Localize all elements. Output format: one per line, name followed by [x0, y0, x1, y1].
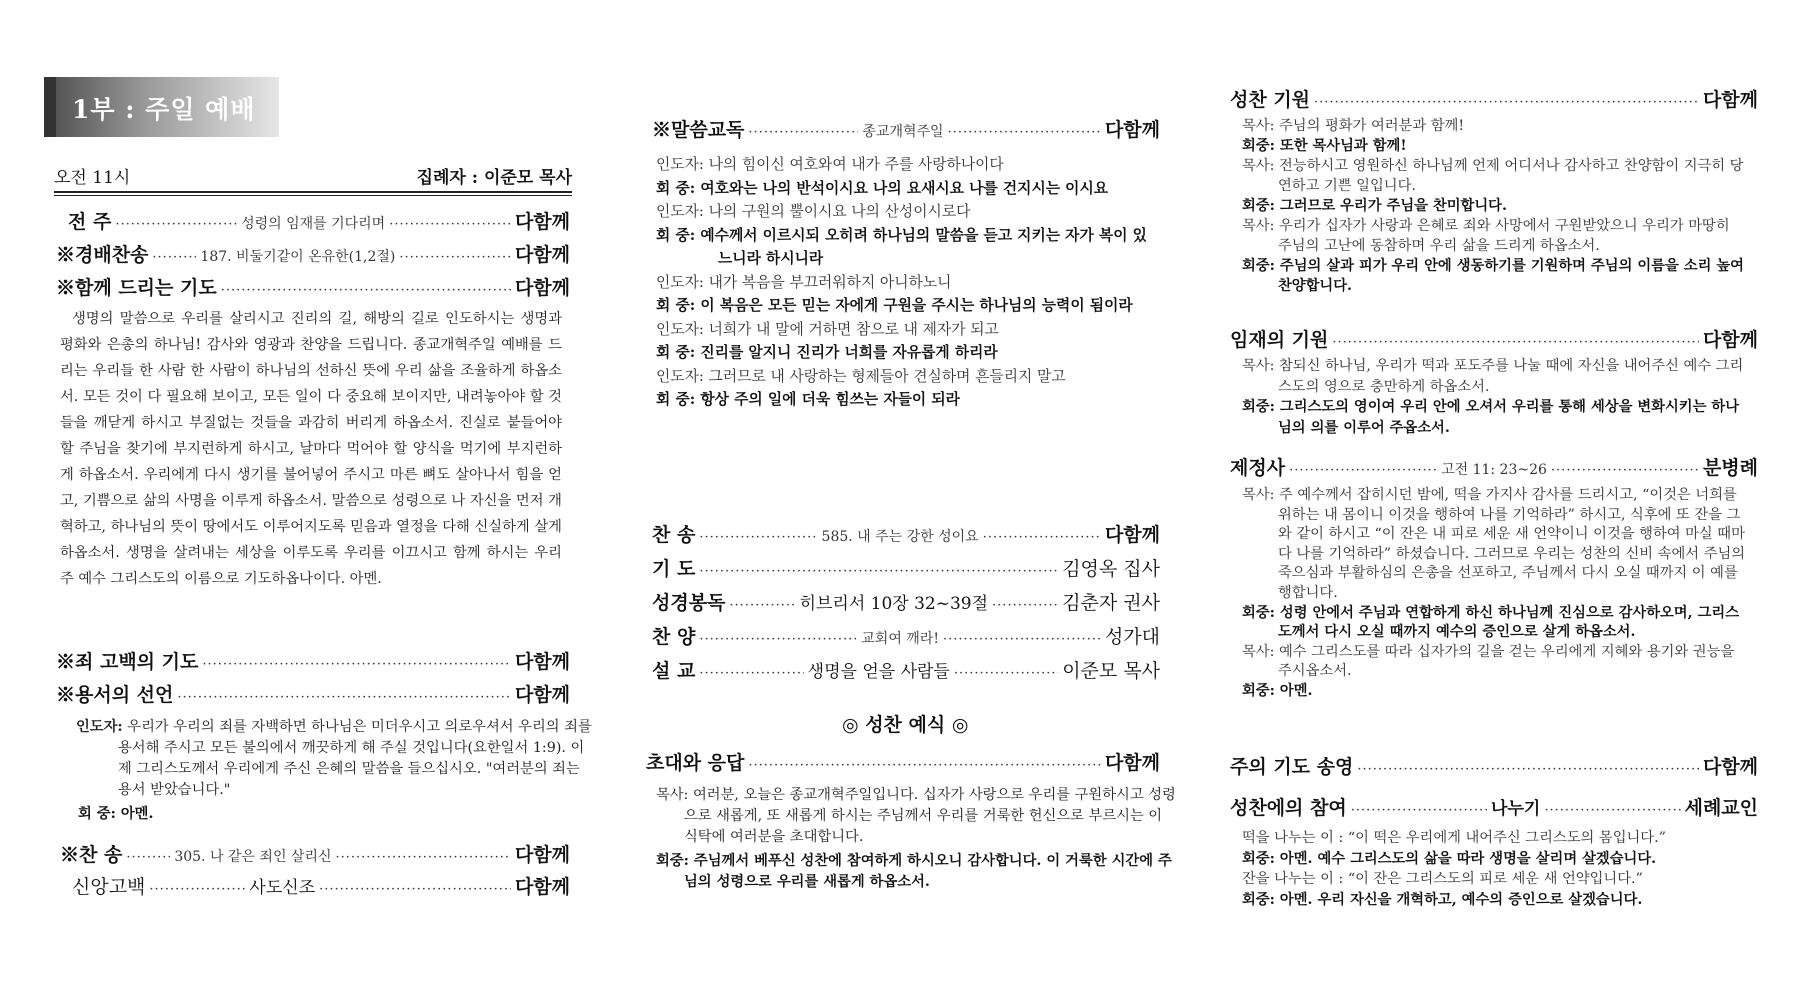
order-detail: 교회여 깨라! [861, 631, 939, 647]
reading-line [656, 271, 1158, 295]
leader-dots [699, 632, 857, 647]
order-label: ※함께 드리는 기도 [56, 277, 217, 299]
invite-response [656, 851, 1178, 893]
order-responsible: 다함께 [514, 651, 570, 673]
speaker-label: 목사: [1242, 218, 1275, 234]
speaker-label: 회중: [1242, 604, 1275, 621]
header-rule-thin [54, 195, 572, 196]
speaker-text: 예수께서 이르시되 오히려 하나님의 말씀을 듣고 지키는 자가 복이 있느니라 하시니라 [700, 226, 1147, 267]
section-responsible: 다함께 [1702, 329, 1758, 351]
section-responsible: 분병례 [1702, 457, 1758, 479]
sacrament-title: ◎ 성찬 예식 ◎ [842, 714, 969, 736]
order-responsible: 다함께 [514, 277, 570, 299]
litany-line [1242, 869, 1748, 890]
speaker-text: 너희가 내 말에 거하면 참으로 내 제자가 되고 [708, 320, 999, 338]
order-label: 성경봉독 [652, 592, 726, 614]
reading-line [656, 224, 1158, 271]
section-detail: 나누기 [1491, 799, 1541, 819]
section-detail: 고전 11: 23~26 [1441, 462, 1547, 478]
order-item [60, 840, 570, 867]
speaker-label: 회중: [1242, 198, 1275, 214]
order-item [652, 588, 1160, 615]
section-responsible: 다함께 [1702, 89, 1758, 111]
leader-dots [1351, 803, 1487, 818]
leader-dots [1314, 95, 1699, 110]
part-title: 1부 : 주일 예배 [72, 95, 256, 124]
order-item [652, 622, 1160, 649]
order-label: ※경배찬송 [56, 244, 149, 266]
leader-dots [948, 125, 1101, 140]
invite-pastor [656, 785, 1178, 848]
order-item [56, 647, 570, 674]
speaker-label: 회중: [656, 853, 689, 869]
leader-dots [729, 598, 795, 613]
leader-dots [992, 598, 1058, 613]
order-detail: 585. 내 주는 강한 성이요 [821, 529, 979, 545]
section-responsible: 다함께 [1702, 756, 1758, 778]
speaker-label: 회중: [1242, 399, 1275, 415]
speaker-label: 인도자: [656, 203, 704, 220]
order-label: 설 교 [652, 660, 696, 682]
section-label: 성찬 기원 [1230, 89, 1311, 111]
speaker-label: 인도자: [656, 156, 704, 173]
reading-line [656, 294, 1158, 318]
section-label: 성찬에의 참여 [1230, 797, 1347, 819]
leader-dots [943, 632, 1101, 647]
litany-line [1242, 256, 1748, 296]
service-time: 오전 11시 [54, 168, 131, 188]
litany-line [1242, 156, 1748, 196]
litany-line [1242, 196, 1748, 216]
section-heading [1230, 793, 1758, 820]
speaker-text: 주님의 평화가 여러분과 함께! [1279, 118, 1465, 134]
order-label: ※찬 송 [60, 844, 123, 866]
speaker-label: 목사: [1242, 158, 1275, 174]
order-item [56, 273, 570, 300]
section-heading [1230, 325, 1758, 352]
speaker-text: 우리가 십자가 사랑과 은혜로 죄와 사망에서 구원받았으니 우리가 마땅히 주님의 고난에 동참하며 우리 삶을 드리게 하옵소서. [1278, 218, 1730, 254]
order-detail: 생명을 얻을 사람들 [807, 662, 950, 682]
litany-line [1242, 682, 1748, 702]
order-responsible: 김영옥 집사 [1062, 558, 1160, 580]
reading-line [656, 341, 1158, 365]
litany-line [1242, 849, 1748, 870]
order-label: ※용서의 선언 [56, 684, 174, 706]
leader-dots [748, 125, 858, 140]
order-detail: 히브리서 10장 32~39절 [799, 594, 989, 614]
order-item [652, 115, 1160, 142]
leader-dots [389, 217, 511, 232]
leader-dots [1357, 762, 1699, 777]
speaker-label: 목사: [1242, 643, 1275, 660]
speaker-text: 성령 안에서 주님과 연합하게 하신 하나님께 진심으로 감사하오며, 그리스도께서 다시 오실 때까지 예수의 증인으로 살게 하옵소서. [1278, 604, 1740, 641]
speaker-label: 인도자: [76, 719, 123, 735]
order-responsible: 다함께 [514, 876, 570, 898]
speaker-text: 참되신 하나님, 우리가 떡과 포도주를 나눌 때에 자신을 내어주신 예수 그리스도의 영으로 충만하게 하옵소서. [1278, 358, 1744, 395]
speaker-text: 아멘. 우리 자신을 개혁하고, 예수의 증인으로 살겠습니다. [1279, 891, 1643, 908]
litany-line [1242, 397, 1748, 438]
order-label: ※말씀교독 [652, 119, 745, 141]
leader-dots [1544, 803, 1680, 818]
order-item [72, 872, 570, 899]
order-responsible: 다함께 [514, 684, 570, 706]
litany-2 [1242, 356, 1748, 438]
speaker-text: 전능하시고 영원하신 하나님께 언제 어디서나 감사하고 찬양함이 지극히 당연하고 기쁜 일입니다. [1278, 158, 1744, 194]
order-detail: 성령의 임재를 기다리며 [241, 216, 386, 232]
litany-line [1242, 890, 1748, 911]
leader-dots [699, 530, 817, 545]
speaker-label: 회 중: [656, 179, 696, 197]
section-label: 제정사 [1230, 457, 1286, 479]
reading-line [656, 388, 1158, 412]
section-label: 임재의 기원 [1230, 329, 1329, 351]
speaker-text: “이 잔은 그리스도의 피로 세운 새 언약입니다.” [1347, 871, 1643, 887]
speaker-text: 그러므로 우리가 주님을 찬미합니다. [1279, 198, 1507, 214]
leader-dots [699, 564, 1058, 579]
speaker-label: 목사: [656, 787, 689, 803]
leader-dots [126, 850, 170, 865]
speaker-text: 그러므로 내 사랑하는 형제들아 견실하며 흔들리지 말고 [708, 367, 1066, 385]
reading-line [656, 177, 1158, 201]
order-item [56, 680, 570, 707]
leader-dots [115, 217, 237, 232]
order-responsible: 다함께 [1104, 119, 1160, 141]
order-detail: 사도신조 [249, 878, 316, 898]
leader-dots [1332, 335, 1699, 350]
order-item [56, 207, 570, 234]
speaker-text: 이 복음은 모든 믿는 자에게 구원을 주시는 하나님의 능력이 됨이라 [700, 297, 1133, 314]
order-item [56, 240, 570, 267]
litany-line [1242, 643, 1748, 682]
speaker-label: 목사: [1242, 487, 1275, 503]
speaker-label: 회중: [1242, 850, 1275, 867]
speaker-text: 주 예수께서 잡히시던 밤에, 떡을 가지사 감사를 드리시고, “이것은 너희를 위하는 내 몸이니 이것을 행하여 나를 기억하라” 하시고, 식후에 또 잔을 그와 같이 하시고 “이 잔은 내 피로 세운 새 언약이니 이것을 행하여 마실 때마다 나를 기억하라” 하셨습니다. 그러므로 우리는 성찬의 신비 속에서 주님의 죽으심과 부활하심의 은총을 선포하고, 주님께서 다시 오실 때까지 이 예를 행합니다. [1278, 487, 1746, 601]
leader-dots [177, 690, 511, 705]
order-responsible: 김춘자 권사 [1062, 592, 1160, 614]
order-responsible: 다함께 [514, 211, 570, 233]
unison-prayer: 생명의 말씀으로 우리를 살리시고 진리의 길, 해방의 길로 인도하시는 생명과 평화와 은총의 하나님! 감사와 영광과 찬양을 드립니다. 종교개혁주일 예배를 드리는 우리들 한 사람 한 사람이 하나님의 선하신 뜻에 우리 삶을 조율하게 하옵소서. 모든 것이 다 필요해 보이고, 모든 일이 다 중요해 보이지만, 내려놓아야 할 것들을 깨닫게 하시고 부질없는 것들을 과감히 버리게 하옵소서. 진실로 붙들어야 할 주님을 찾기에 부지런하게 하시고, 날마다 먹어야 할 양식을 먹기에 부지런하게 하옵소서. 우리에게 다시 생기를 불어넣어 주시고 마른 뼈도 살아나서 힘을 얻고, 기쁨으로 삶의 사명을 이루게 하옵소서. 말씀으로 성령으로 나 자신을 먼저 개혁하고, 하나님의 뜻이 땅에서도 이루어지도록 믿음과 열정을 다해 신실하게 살게 하옵소서. 생명을 살려내는 세상을 이루도록 우리를 이끄시고 함께 하시는 우리 주 예수 그리스도의 이름으로 기도하옵나이다. 아멘. [60, 311, 562, 587]
leader-dots [954, 666, 1058, 681]
leader-dots [319, 882, 511, 897]
order-responsible: 다함께 [514, 244, 570, 266]
speaker-label: 회중: [1242, 682, 1275, 699]
speaker-text: 항상 주의 일에 더욱 힘쓰는 자들이 되라 [700, 391, 960, 408]
speaker-text: 우리가 우리의 죄를 자백하면 하나님은 미더우시고 의로우셔서 우리의 죄를 용서해 주시고 모든 불의에서 깨끗하게 해 주실 것입니다(요한일서 1:9). 이제 그리스도께서 우리에게 주신 은혜의 말씀을 들으십시오. "여러분의 죄는 용서 받았습니다." [118, 719, 592, 798]
order-label: 신앙고백 [72, 876, 146, 898]
pardon-response: 회 중: 아멘. [78, 806, 154, 822]
order-responsible: 이준모 목사 [1062, 660, 1161, 682]
litany-3 [1242, 486, 1748, 702]
leader-dots [399, 250, 511, 265]
speaker-text: 나의 구원의 뿔이시요 나의 산성이시로다 [708, 203, 971, 220]
order-label: 찬 송 [652, 524, 696, 546]
leader-dots [202, 657, 511, 672]
litany-line [1242, 216, 1748, 256]
speaker-text: 주님의 살과 피가 우리 안에 생동하기를 기원하며 주님의 이름을 소리 높여 찬양합니다. [1278, 258, 1744, 294]
litany-line [1242, 136, 1748, 156]
part-title-box [44, 77, 279, 137]
leader-dots [1551, 463, 1699, 478]
section-label: 주의 기도 송영 [1230, 756, 1354, 778]
litany-line [1242, 486, 1748, 604]
speaker-text: 여러분, 오늘은 종교개혁주일입니다. 십자가 사랑으로 우리를 구원하시고 성령으로 새롭게, 또 새롭게 하시는 주님께서 우리를 거룩한 헌신으로 부르시는 이 식탁에 여러분을 초대합니다. [684, 787, 1176, 845]
leader-name: 집례자 : 이준모 목사 [416, 168, 572, 188]
leader-dots [748, 758, 1101, 773]
litany-1 [1242, 116, 1748, 296]
order-responsible: 성가대 [1104, 626, 1160, 648]
reading-line [656, 200, 1158, 224]
order-responsible: 다함께 [1104, 524, 1160, 546]
section-heading [1230, 752, 1758, 779]
speaker-label: 인도자: [656, 320, 704, 338]
speaker-text: 내가 복음을 부끄러워하지 아니하노니 [708, 273, 952, 291]
header-rule [54, 191, 572, 193]
order-item [652, 656, 1160, 683]
reading-line [656, 153, 1158, 177]
speaker-label: 회중: [1242, 138, 1275, 154]
section-heading [1230, 453, 1758, 480]
speaker-text: “이 떡은 우리에게 내어주신 그리스도의 몸입니다.” [1347, 830, 1666, 846]
litany-5 [1242, 828, 1748, 910]
litany-line [1242, 828, 1748, 849]
speaker-label: 떡을 나누는 이 : [1242, 830, 1344, 846]
speaker-label: 인도자: [656, 273, 704, 291]
litany-line [1242, 116, 1748, 136]
order-item [652, 554, 1160, 581]
reading-line [656, 318, 1158, 342]
speaker-label: 회중: [1242, 891, 1275, 908]
litany-line [1242, 604, 1748, 643]
litany-line [1242, 356, 1748, 397]
order-item [646, 748, 1160, 775]
order-label: 전 주 [68, 211, 112, 233]
order-label: ※죄 고백의 기도 [56, 651, 199, 673]
order-detail: 305. 나 같은 죄인 살리신 [174, 849, 332, 865]
speaker-label: 회 중: [656, 391, 696, 408]
speaker-text: 진리를 알지니 진리가 너희를 자유롭게 하리라 [700, 344, 998, 361]
speaker-text: 여호와는 나의 반석이시요 나의 요새시요 나를 건지시는 이시요 [700, 179, 1109, 197]
order-responsible: 다함께 [514, 844, 570, 866]
speaker-label: 목사: [1242, 358, 1275, 374]
speaker-text: 그리스도의 영이여 우리 안에 오셔서 우리를 통해 세상을 변화시키는 하나님의 의를 이루어 주옵소서. [1278, 399, 1740, 436]
speaker-label: 회중: [1242, 258, 1275, 274]
speaker-text: 아멘. [1279, 682, 1313, 699]
pardon-leader [76, 717, 594, 801]
speaker-label: 목사: [1242, 118, 1275, 134]
leader-dots [983, 530, 1101, 545]
section-responsible: 세례교인 [1684, 797, 1759, 819]
speaker-label: 회 중: [656, 226, 696, 244]
leader-dots [149, 882, 245, 897]
speaker-label: 회 중: [656, 297, 696, 314]
responsive-reading [656, 153, 1158, 412]
speaker-label: 잔을 나누는 이 : [1242, 871, 1344, 887]
leader-dots [1289, 463, 1437, 478]
order-detail: 종교개혁주일 [862, 124, 944, 140]
speaker-text: 주님께서 베푸신 성찬에 참여하게 하시오니 감사합니다. 이 거룩한 시간에 주님의 성령으로 우리를 새롭게 하옵소서. [684, 853, 1172, 890]
speaker-text: 아멘. 예수 그리스도의 삶을 따라 생명을 살리며 살겠습니다. [1279, 850, 1657, 867]
order-label: 기 도 [652, 558, 696, 580]
leader-dots [699, 666, 803, 681]
section-heading [1230, 85, 1758, 112]
order-item [652, 520, 1160, 547]
speaker-text: 예수 그리스도를 따라 십자가의 길을 걷는 우리에게 지혜와 용기와 권능을 주시옵소서. [1278, 643, 1735, 680]
order-responsible: 다함께 [1104, 752, 1160, 774]
order-label: 찬 양 [652, 626, 696, 648]
speaker-text: 나의 힘이신 여호와여 내가 주를 사랑하나이다 [708, 156, 1004, 173]
speaker-label: 회 중: [656, 344, 696, 361]
order-label: 초대와 응답 [646, 752, 745, 774]
leader-dots [152, 250, 196, 265]
leader-dots [221, 283, 511, 298]
order-detail: 187. 비둘기같이 온유한(1,2절) [200, 249, 396, 265]
reading-line [656, 365, 1158, 389]
leader-dots [336, 850, 511, 865]
speaker-text: 또한 목사님과 함께! [1279, 138, 1407, 154]
speaker-label: 인도자: [656, 367, 704, 385]
